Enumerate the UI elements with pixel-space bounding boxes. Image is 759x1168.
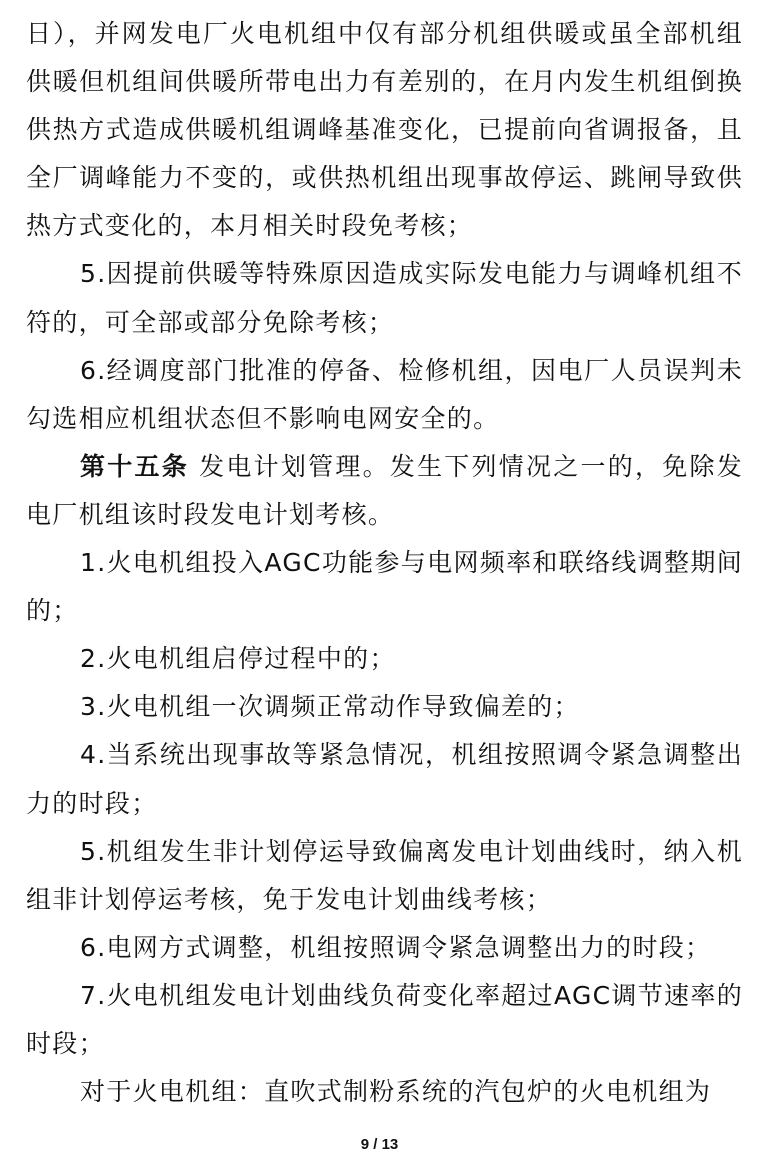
list-item-7: 7.火电机组发电计划曲线负荷变化率超过AGC调节速率的时段；	[26, 980, 743, 1058]
list-item-6: 6.电网方式调整，机组按照调令紧急调整出力的时段；	[80, 932, 712, 962]
document-page	[26, 10, 743, 1116]
list-item-4: 4.当系统出现事故等紧急情况，机组按照调令紧急调整出力的时段；	[26, 740, 743, 818]
paragraph-continuation: 日），并网发电厂火电机组中仅有部分机组供暖或虽全部机组供暖但机组间供暖所带电出力有差别的，在月内发生机组倒换供热方式造成供暖机组调峰基准变化，已提前向省调报备，且全厂调峰能力不变的，或供热机组出现事故停运、跳闸导致供热方式变化的，本月相关时段免考核；	[26, 19, 743, 241]
article-15-heading: 第十五条	[80, 451, 189, 481]
list-item-1: 1.火电机组投入AGC功能参与电网频率和联络线调整期间的；	[26, 548, 743, 626]
closing-paragraph: 对于火电机组：直吹式制粉系统的汽包炉的火电机组为	[80, 1077, 712, 1107]
list-item-5: 5.机组发生非计划停运导致偏离发电计划曲线时，纳入机组非计划停运考核，免于发电计划曲线考核；	[26, 836, 743, 914]
list-item-3: 3.火电机组一次调频正常动作导致偏差的；	[80, 692, 580, 722]
page-number: 9 / 13	[360, 1136, 399, 1153]
paragraph-item-5: 5.因提前供暖等特殊原因造成实际发电能力与调峰机组不符的，可全部或部分免除考核；	[26, 259, 743, 337]
article-15-text: 发电计划管理。发生下列情况之一的，免除发电厂机组该时段发电计划考核。	[26, 451, 744, 529]
list-item-2: 2.火电机组启停过程中的；	[80, 644, 396, 674]
paragraph-item-6: 6.经调度部门批准的停备、检修机组，因电厂人员误判未勾选相应机组状态但不影响电网安全的。	[26, 355, 743, 433]
article-15-paragraph	[26, 443, 743, 539]
